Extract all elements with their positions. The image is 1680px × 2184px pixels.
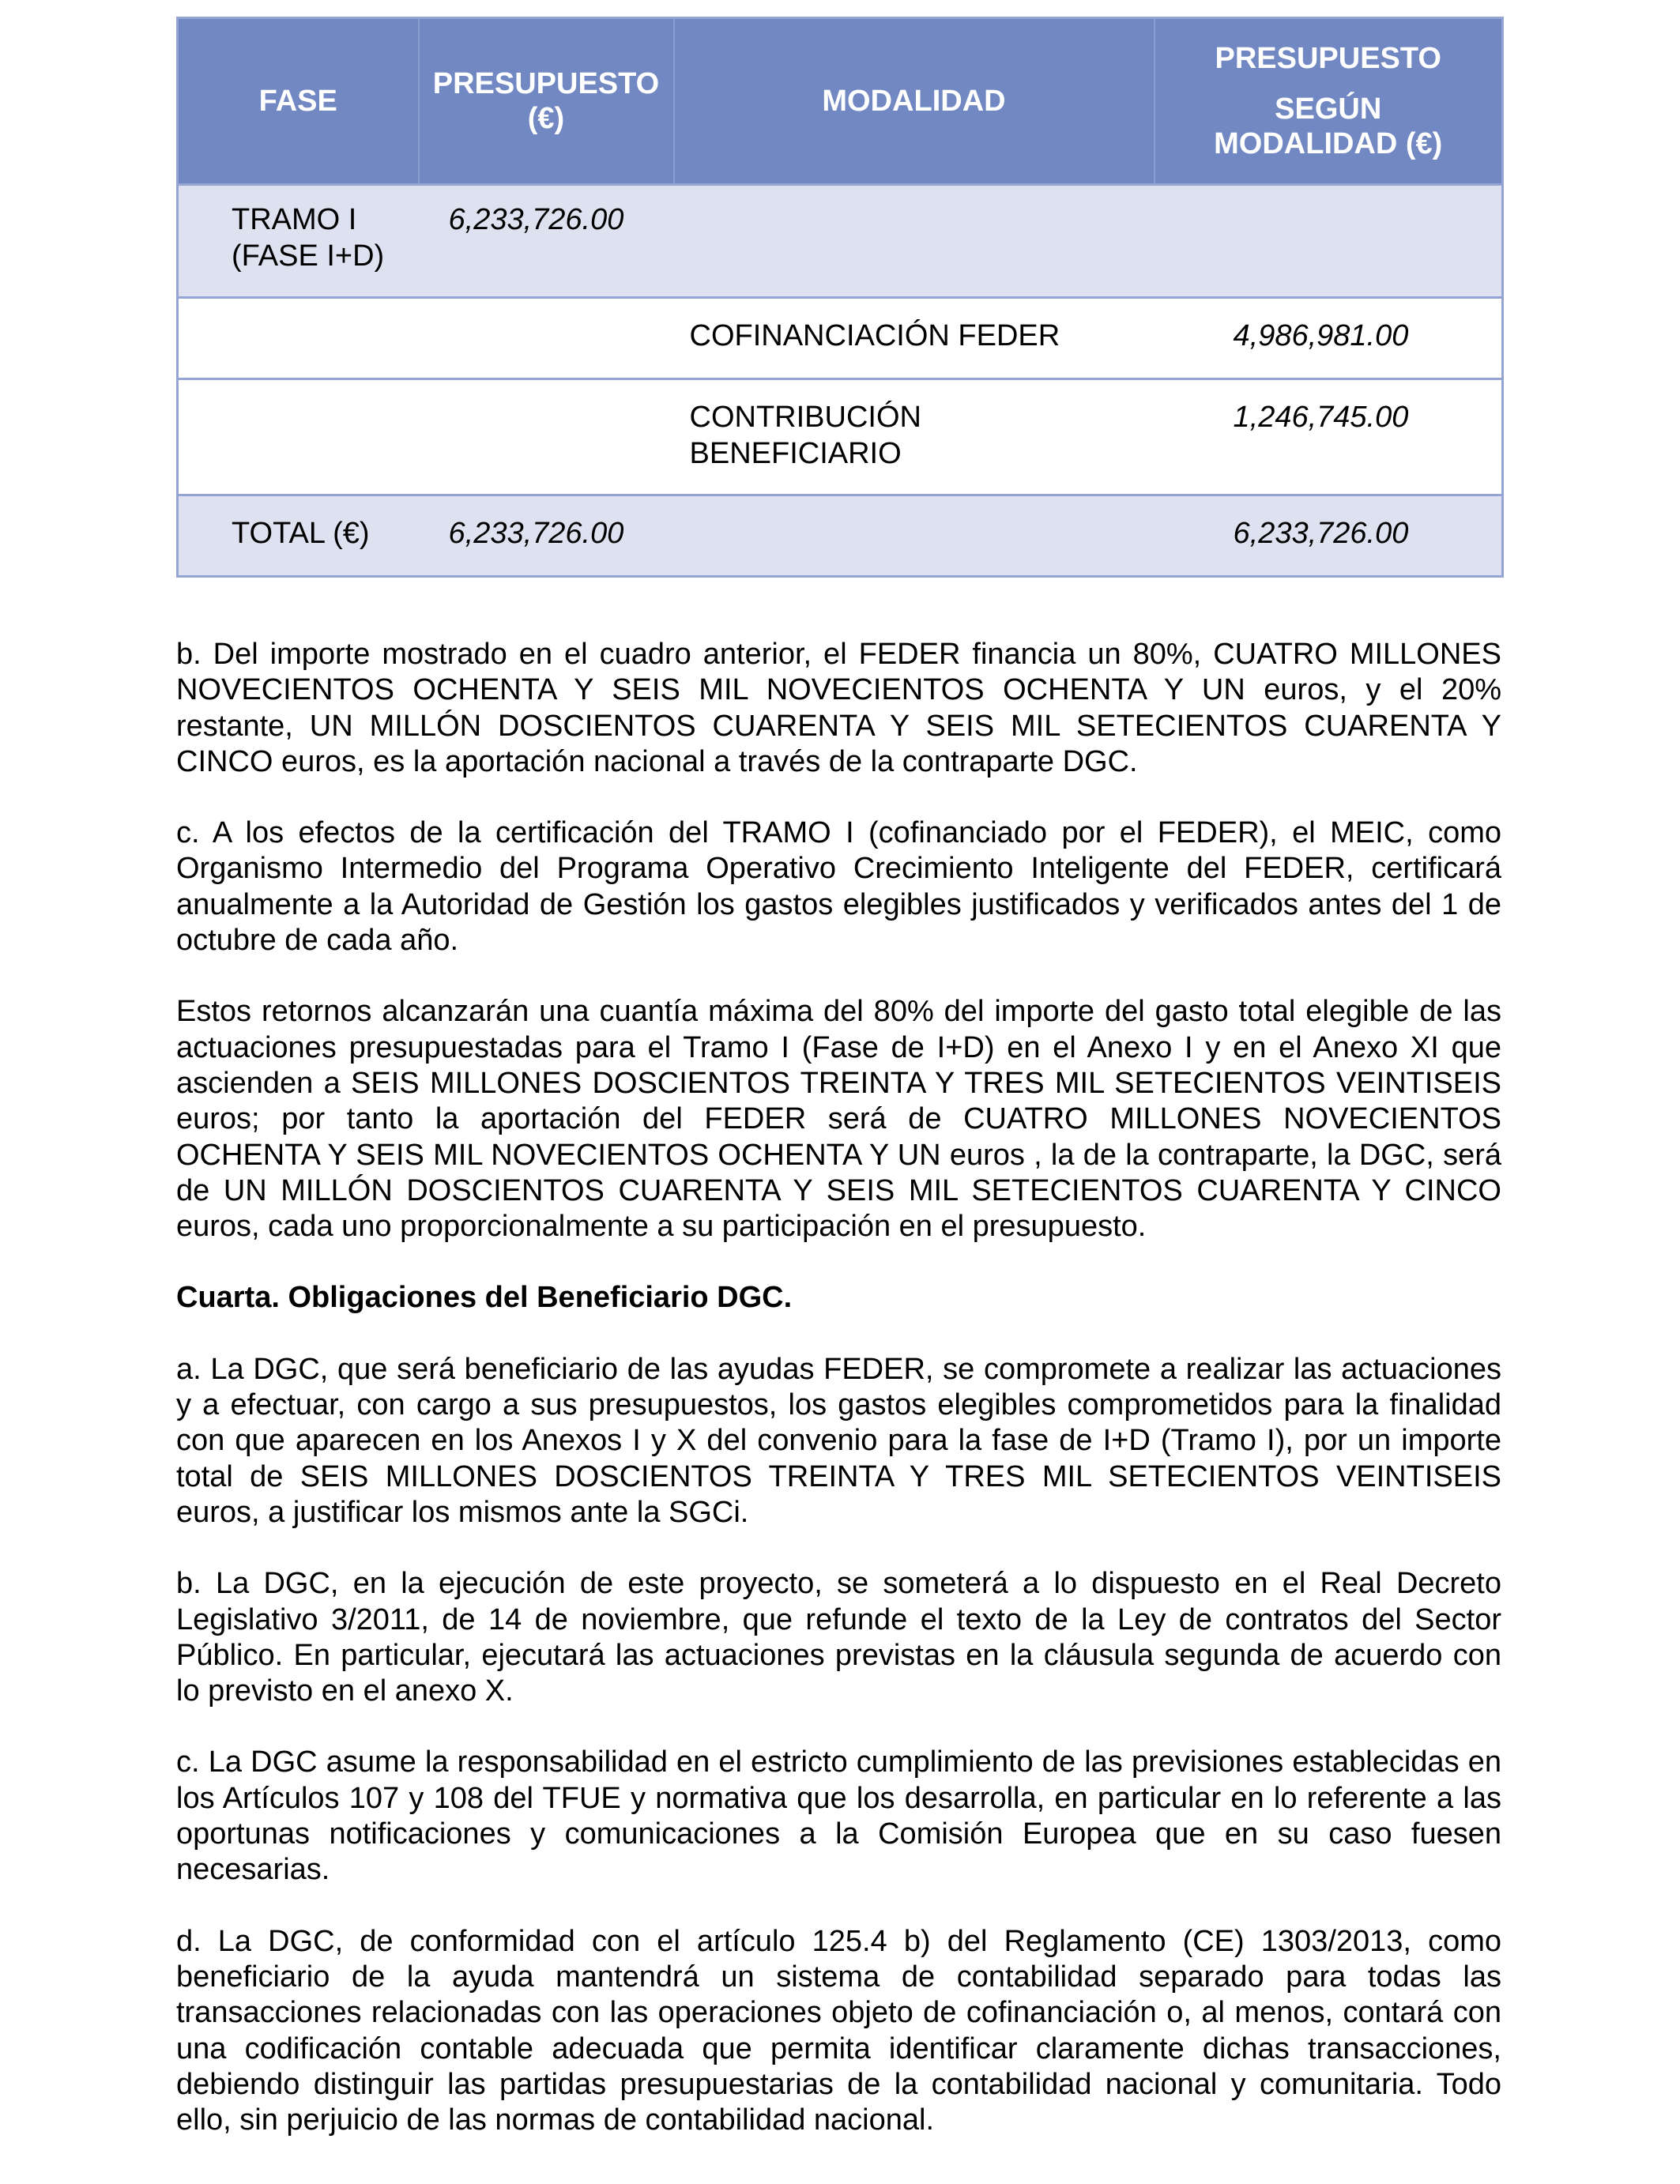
budget-table (176, 17, 1504, 578)
cell-fase (178, 379, 419, 495)
paragraph-cuarta-a: a. La DGC, que será beneficiario de las ayudas FEDER, se compromete a realizar las actuaciones y a efectuar, con cargo a sus presupuestos, los gastos elegibles comprometidos para la finalidad con que aparecen en los Anexos I y X del convenio para la fase de I+D (Tramo I), por un importe total de SEIS MILLONES DOSCIENTOS TREINTA Y TRES MIL SETECIENTOS VEINTISEIS euros, a justificar los mismos ante la SGCi. (176, 1352, 1501, 1529)
cell-modalidad: CONTRIBUCIÓN BENEFICIARIO (674, 379, 1155, 495)
table-row-tramo (178, 185, 1503, 298)
body-text (176, 637, 1501, 2138)
paragraph-c: c. A los efectos de la certificación del TRAMO I (cofinanciado por el FEDER), el MEIC, como Organismo Intermedio del Programa Operativo Crecimiento Inteligente del FEDER, certificará anualmente a la Autoridad de Gestión los gastos elegibles justificados y verificados antes del 1 de octubre de cada año. (176, 816, 1501, 958)
table-row-total (178, 495, 1503, 577)
cell-presupuesto (419, 298, 674, 379)
paragraph-b: b. Del importe mostrado en el cuadro anterior, el FEDER financia un 80%, CUATRO MILLONES NOVECIENTOS OCHENTA Y SEIS MIL NOVECIENTOS OCHENTA Y UN euros, y el 20% restante, UN MILLÓN DOSCIENTOS CUARENTA Y SEIS MIL SETECIENTOS CUARENTA Y CINCO euros, es la aportación nacional a través de la contraparte DGC. (176, 638, 1501, 778)
cell-fase: TRAMO I (FASE I+D) (178, 185, 419, 298)
header-modalidad: MODALIDAD (674, 18, 1155, 185)
section-heading-cuarta: Cuarta. Obligaciones del Beneficiario DGC. (176, 1281, 793, 1315)
cell-segun: 6,233,726.00 (1155, 495, 1503, 577)
paragraph-cuarta-b: b. La DGC, en la ejecución de este proyecto, se someterá a lo dispuesto en el Real Decreto Legislativo 3/2011, de 14 de noviembre, que refunde el texto de la Ley de contratos del Sector Público. En particular, ejecutará las actuaciones previstas en la cláusula segunda de acuerdo con lo previsto en el anexo X. (176, 1567, 1501, 1708)
table-header-row (178, 18, 1503, 185)
cell-presupuesto: 6,233,726.00 (419, 495, 674, 577)
cell-segun: 1,246,745.00 (1155, 379, 1503, 495)
header-presupuesto-segun-modalidad: PRESUPUESTO SEGÚN MODALIDAD (€) (1155, 18, 1503, 185)
cell-presupuesto (419, 379, 674, 495)
cell-fase: TOTAL (€) (178, 495, 419, 577)
paragraph-cuarta-c: c. La DGC asume la responsabilidad en el estricto cumplimiento de las previsiones establecidas en los Artículos 107 y 108 del TFUE y normativa que los desarrolla, en particular en lo referente a las oportunas notificaciones y comunicaciones a la Comisión Europea que en su caso fuesen necesarias. (176, 1745, 1501, 1887)
cell-segun (1155, 185, 1503, 298)
paragraph-cuarta-d: d. La DGC, de conformidad con el artículo 125.4 b) del Reglamento (CE) 1303/2013, como beneficiario de la ayuda mantendrá un sistema de contabilidad separado para todas las transacciones relacionadas con las operaciones objeto de cofinanciación o, al menos, contará con una codificación contable adecuada que permita identificar claramente dichas transacciones, debiendo distinguir las partidas presupuestarias de la contabilidad nacional y comunitaria. Todo ello, sin perjuicio de las normas de contabilidad nacional. (176, 1924, 1501, 2137)
cell-modalidad: COFINANCIACIÓN FEDER (674, 298, 1155, 379)
cell-modalidad (674, 495, 1155, 577)
header-fase: FASE (178, 18, 419, 185)
table-row-cofinanciacion (178, 298, 1503, 379)
cell-presupuesto: 6,233,726.00 (419, 185, 674, 298)
header-presupuesto: PRESUPUESTO (€) (419, 18, 674, 185)
cell-modalidad (674, 185, 1155, 298)
paragraph-estos-retornos: Estos retornos alcanzarán una cuantía máxima del 80% del importe del gasto total elegible de las actuaciones presupuestadas para el Tramo I (Fase de I+D) en el Anexo I y en el Anexo XI que ascienden a SEIS MILLONES DOSCIENTOS TREINTA Y TRES MIL SETECIENTOS VEINTISEIS euros; por tanto la aportación del FEDER será de CUATRO MILLONES NOVECIENTOS OCHENTA Y SEIS MIL NOVECIENTOS OCHENTA Y UN euros , la de la contraparte, la DGC, será de UN MILLÓN DOSCIENTOS CUARENTA Y SEIS MIL SETECIENTOS CUARENTA Y CINCO euros, cada uno proporcionalmente a su participación en el presupuesto. (176, 995, 1501, 1244)
cell-segun: 4,986,981.00 (1155, 298, 1503, 379)
table-row-contribucion (178, 379, 1503, 495)
cell-fase (178, 298, 419, 379)
